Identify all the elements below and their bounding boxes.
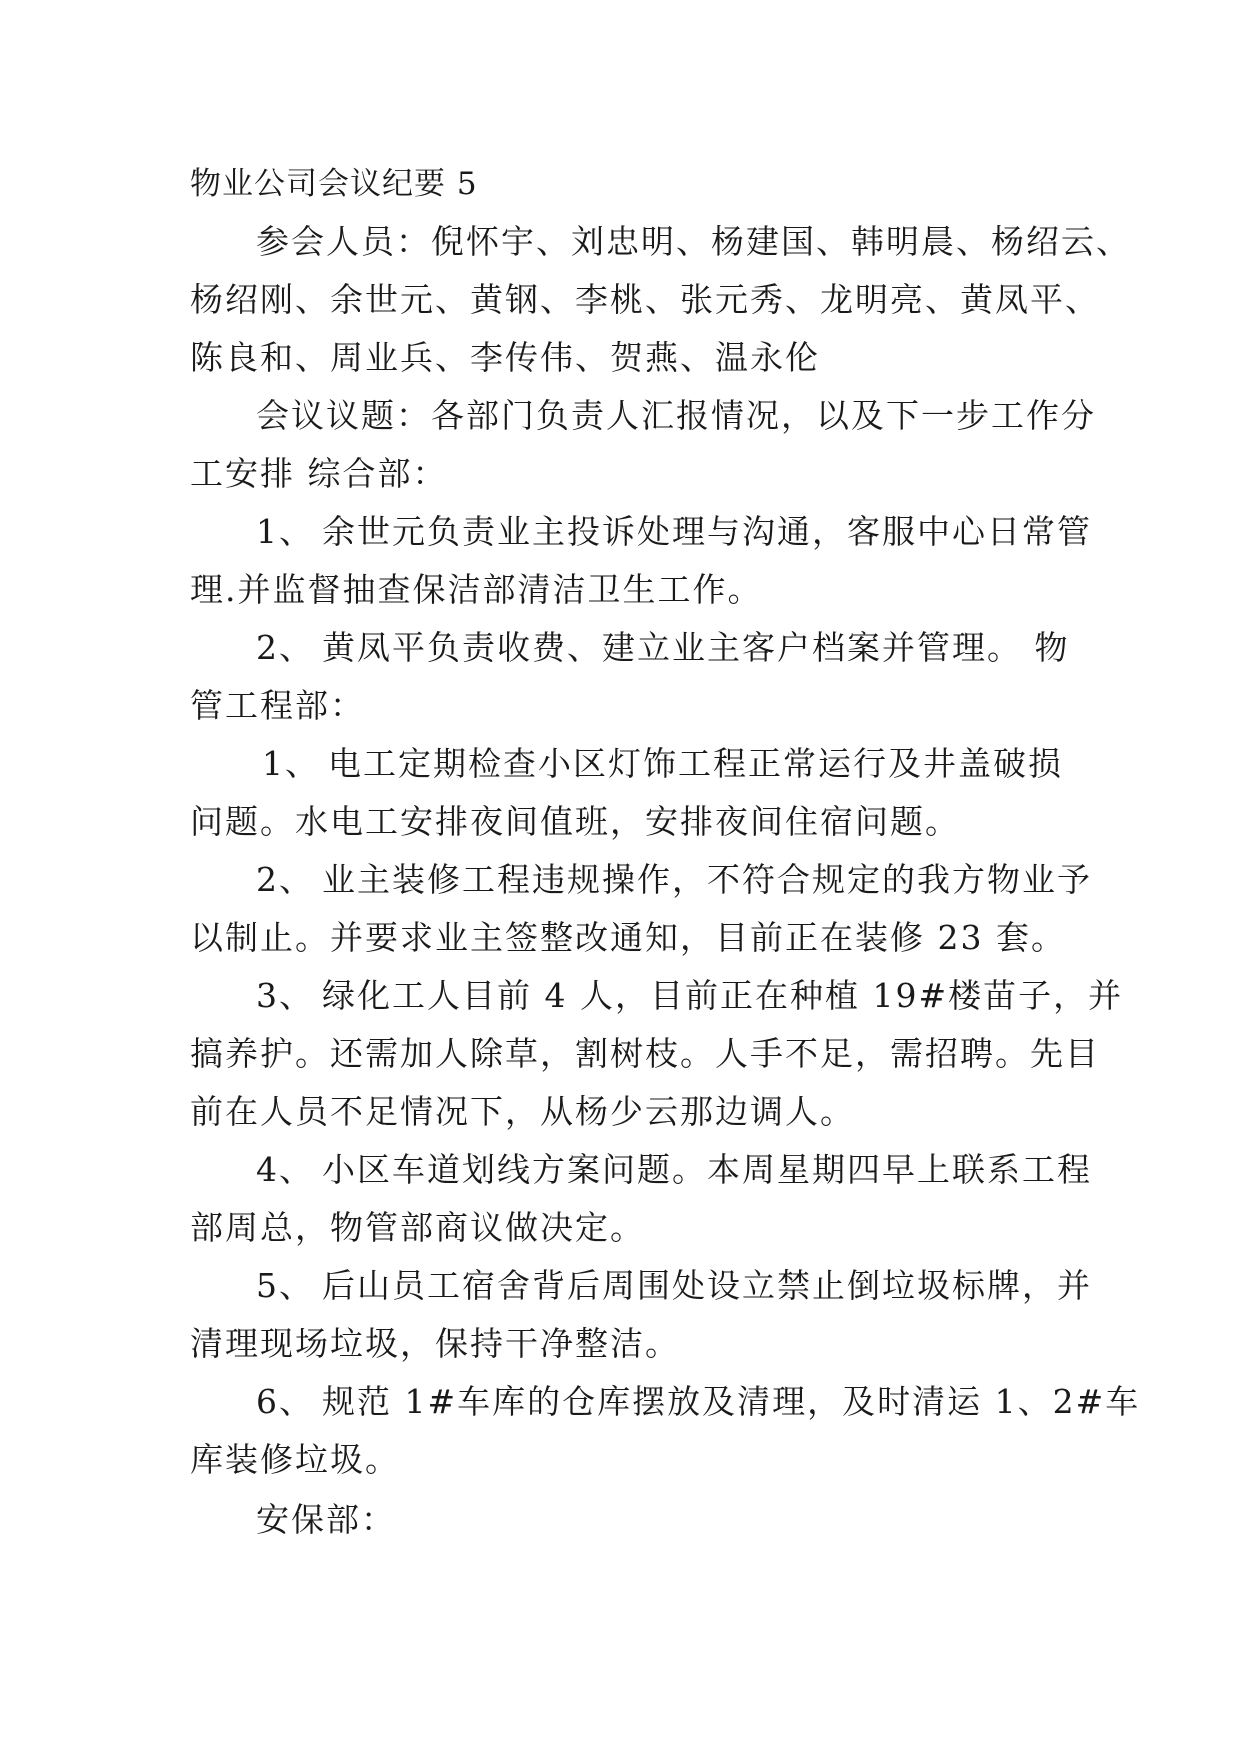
item-text: 业主装修工程违规操作，不符合规定的我方物业予 xyxy=(322,860,1092,899)
item-text: 黄凤平负责收费、建立业主客户档案并管理。 物 xyxy=(322,628,1070,667)
attendees-line-3: 陈良和、周业兵、李传伟、贺燕、温永伦 xyxy=(190,338,820,377)
item-text: 规范 1#车库的仓库摆放及清理，及时清运 1、2#车 xyxy=(322,1382,1141,1421)
list-item xyxy=(262,744,1063,784)
list-item xyxy=(256,628,1070,668)
topic-line-2: 工安排 综合部： xyxy=(190,454,448,493)
attendees-line-2: 杨绍刚、余世元、黄钢、李桃、张元秀、龙明亮、黄凤平、 xyxy=(190,280,1100,319)
topic-line-1: 会议议题：各部门负责人汇报情况，以及下一步工作分 xyxy=(256,396,1096,435)
item-text: 小区车道划线方案问题。本周星期四早上联系工程 xyxy=(322,1150,1092,1189)
item-number: 2、 xyxy=(256,860,314,899)
item-continuation: 搞养护。还需加人除草，割树枝。人手不足，需招聘。先目 xyxy=(190,1034,1100,1073)
item-continuation: 理.并监督抽查保洁部清洁卫生工作。 xyxy=(190,570,763,609)
attendees-line-1: 参会人员：倪怀宇、刘忠明、杨建国、韩明晨、杨绍云、 xyxy=(256,222,1131,261)
item-text: 绿化工人目前 4 人，目前正在种植 19#楼苗子，并 xyxy=(322,976,1124,1015)
section-heading-security: 安保部： xyxy=(256,1500,396,1539)
item-text: 电工定期检查小区灯饰工程正常运行及井盖破损 xyxy=(328,744,1063,783)
item-continuation: 库装修垃圾。 xyxy=(190,1440,400,1479)
list-item xyxy=(256,1150,1092,1190)
item-number: 1、 xyxy=(256,512,314,551)
item-continuation: 问题。水电工安排夜间值班，安排夜间住宿问题。 xyxy=(190,802,960,841)
item-number: 6、 xyxy=(256,1382,314,1421)
item-number: 3、 xyxy=(256,976,314,1015)
item-continuation: 管工程部： xyxy=(190,686,365,725)
list-item xyxy=(256,976,1123,1016)
item-text: 后山员工宿舍背后周围处设立禁止倒垃圾标牌，并 xyxy=(322,1266,1092,1305)
item-text: 余世元负责业主投诉处理与沟通，客服中心日常管 xyxy=(322,512,1092,551)
item-number: 4、 xyxy=(256,1150,314,1189)
item-continuation: 部周总，物管部商议做决定。 xyxy=(190,1208,645,1247)
item-number: 1、 xyxy=(262,744,320,783)
item-continuation: 以制止。并要求业主签整改通知，目前正在装修 23 套。 xyxy=(190,918,1066,957)
list-item xyxy=(256,860,1092,900)
item-continuation: 清理现场垃圾，保持干净整洁。 xyxy=(190,1324,680,1363)
document-title: 物业公司会议纪要 5 xyxy=(190,166,478,202)
list-item xyxy=(256,1266,1092,1306)
list-item xyxy=(256,512,1092,552)
item-continuation: 前在人员不足情况下，从杨少云那边调人。 xyxy=(190,1092,855,1131)
list-item xyxy=(256,1382,1140,1422)
item-number: 5、 xyxy=(256,1266,314,1305)
item-number: 2、 xyxy=(256,628,314,667)
